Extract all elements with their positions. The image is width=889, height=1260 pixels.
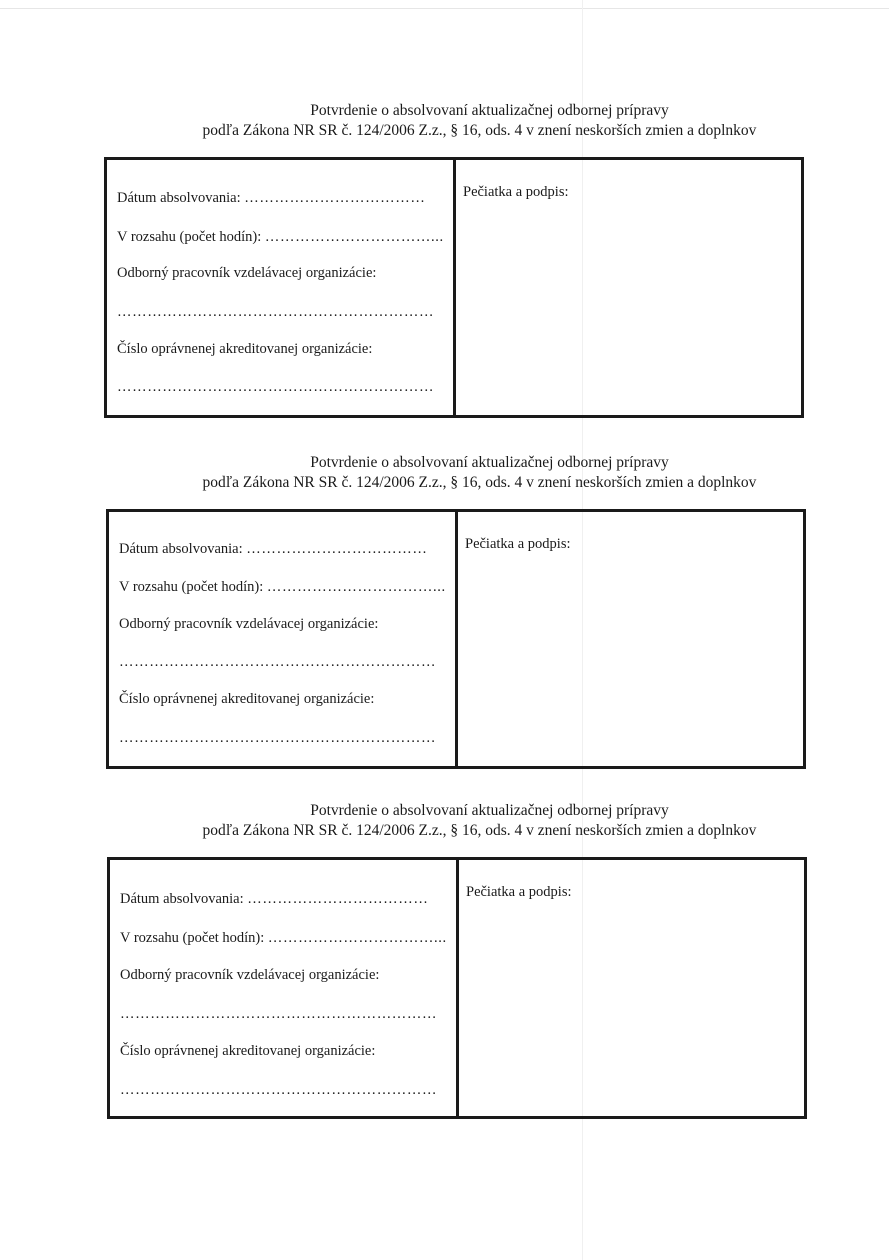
completion-date-field [119,540,427,558]
stamp-signature-label: Pečiatka a podpis: [463,184,569,200]
hours-label: V rozsahu (počet hodín): [117,229,262,245]
completion-date-label: Dátum absolvovania: [120,891,244,907]
org-number-blank: ……………………………………………………… [120,1082,438,1098]
hours-field [119,578,446,596]
completion-date-blank: ……………………………… [244,190,426,206]
stamp-signature-label: Pečiatka a podpis: [465,536,571,552]
org-number-label: Číslo oprávnenej akreditovanej organizácie: [119,691,375,707]
worker-label: Odborný pracovník vzdelávacej organizácie: [119,616,379,632]
completion-date-label: Dátum absolvovania: [119,541,243,557]
completion-date-field [120,890,428,908]
completion-date-blank: ……………………………… [247,891,429,907]
heading-line-2: podľa Zákona NR SR č. 124/2006 Z.z., § 16, ods. 4 v znení neskorších zmien a doplnkov [202,122,757,139]
hours-label: V rozsahu (počet hodín): [119,579,264,595]
certificate-fields-column [109,512,458,766]
certificate-fields-column [110,860,459,1116]
stamp-signature-column [458,512,803,766]
scan-edge-line [0,8,889,9]
certificate-fields-column [107,160,456,415]
heading-line-2: podľa Zákona NR SR č. 124/2006 Z.z., § 16, ods. 4 v znení neskorších zmien a doplnkov [202,474,757,491]
org-number-label: Číslo oprávnenej akreditovanej organizácie: [117,341,373,357]
hours-label: V rozsahu (počet hodín): [120,930,265,946]
heading-line-1: Potvrdenie o absolvovaní aktualizačnej odbornej prípravy [310,454,669,471]
hours-blank: ……………………………... [266,579,446,595]
heading-line-1: Potvrdenie o absolvovaní aktualizačnej odbornej prípravy [310,802,669,819]
completion-date-field [117,189,425,207]
heading-line-1: Potvrdenie o absolvovaní aktualizačnej odbornej prípravy [310,102,669,119]
completion-date-blank: ……………………………… [246,541,428,557]
certificate-frame [106,509,806,769]
certificate-heading [0,101,889,141]
certificate-heading [0,453,889,493]
hours-blank: ……………………………... [264,229,444,245]
worker-label: Odborný pracovník vzdelávacej organizácie: [117,265,377,281]
worker-blank: ……………………………………………………… [119,654,437,670]
certificate-frame [107,857,807,1119]
stamp-signature-column [456,160,801,415]
hours-blank: ……………………………... [267,930,447,946]
completion-date-label: Dátum absolvovania: [117,190,241,206]
certificate-heading [0,801,889,841]
worker-blank: ……………………………………………………… [120,1006,438,1022]
org-number-label: Číslo oprávnenej akreditovanej organizácie: [120,1043,376,1059]
worker-label: Odborný pracovník vzdelávacej organizácie: [120,967,380,983]
org-number-blank: ……………………………………………………… [117,379,435,395]
hours-field [120,929,447,947]
hours-field [117,228,444,246]
worker-blank: ……………………………………………………… [117,304,435,320]
org-number-blank: ……………………………………………………… [119,730,437,746]
stamp-signature-column [459,860,804,1116]
stamp-signature-label: Pečiatka a podpis: [466,884,572,900]
heading-line-2: podľa Zákona NR SR č. 124/2006 Z.z., § 16, ods. 4 v znení neskorších zmien a doplnkov [202,822,757,839]
certificate-frame [104,157,804,418]
